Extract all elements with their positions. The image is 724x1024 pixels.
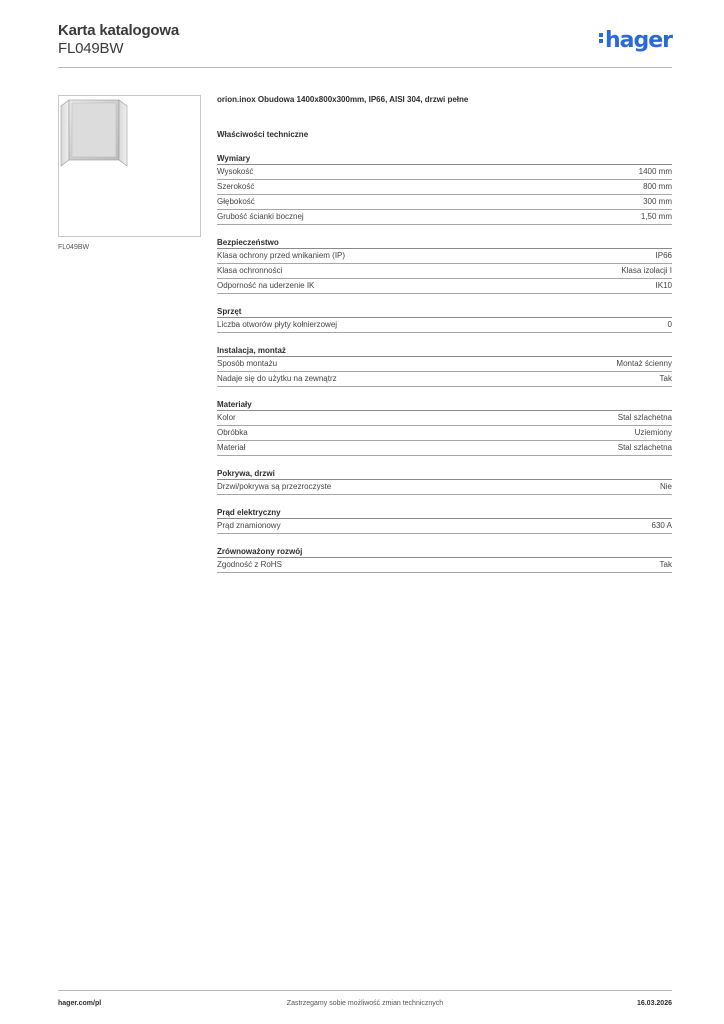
- property-value: IK10: [655, 281, 672, 290]
- hager-logo[interactable]: [599, 28, 672, 53]
- property-row: [217, 372, 672, 387]
- property-value: Tak: [659, 374, 672, 383]
- properties-heading: Właściwości techniczne: [217, 130, 309, 139]
- product-description: orion.inox Obudowa 1400x800x300mm, IP66, AISI 304, drzwi pełne: [217, 95, 469, 104]
- property-label: Wysokość: [217, 167, 254, 176]
- property-label: Odporność na uderzenie IK: [217, 281, 315, 290]
- property-value: Klasa izolacji I: [621, 266, 672, 275]
- property-row: [217, 441, 672, 456]
- property-value: 300 mm: [643, 197, 672, 206]
- property-value: 800 mm: [643, 182, 672, 191]
- property-section: [217, 546, 672, 573]
- property-row: [217, 426, 672, 441]
- section-title: Materiały: [217, 399, 672, 411]
- property-value: Uziemiony: [634, 428, 672, 437]
- property-row: [217, 249, 672, 264]
- property-row: [217, 180, 672, 195]
- property-value: Nie: [659, 482, 672, 491]
- property-row: [217, 318, 672, 333]
- property-label: Klasa ochrony przed wnikaniem (IP): [217, 251, 346, 260]
- property-value: 630 A: [651, 521, 672, 530]
- property-label: Grubość ścianki bocznej: [217, 212, 304, 221]
- property-value: Stal szlachetna: [617, 413, 672, 422]
- property-row: [217, 264, 672, 279]
- property-label: Głębokość: [217, 197, 255, 206]
- property-value: 0: [667, 320, 672, 329]
- property-label: Materiał: [217, 443, 246, 452]
- page-header: [58, 22, 672, 68]
- property-section: [217, 399, 672, 456]
- footer-disclaimer: Zastrzegamy sobie możliwość zmian technicznych: [286, 1000, 444, 1007]
- property-row: [217, 411, 672, 426]
- section-title: Prąd elektryczny: [217, 507, 672, 519]
- property-row: [217, 165, 672, 180]
- product-image: [58, 95, 201, 237]
- property-value: Stal szlachetna: [617, 443, 672, 452]
- footer-date: 16.03.2026: [636, 1000, 672, 1007]
- section-title: Zrównoważony rozwój: [217, 546, 672, 558]
- property-row: [217, 195, 672, 210]
- section-title: Wymiary: [217, 153, 672, 165]
- logo-text: hager: [604, 28, 672, 53]
- property-value: 1400 mm: [638, 167, 672, 176]
- footer-website-link[interactable]: hager.com/pl: [58, 1000, 102, 1007]
- property-label: Drzwi/pokrywa są przezroczyste: [217, 482, 332, 491]
- property-section: [217, 237, 672, 294]
- section-title: Instalacja, montaż: [217, 345, 672, 357]
- cabinet-enclosure-image: [59, 96, 200, 236]
- property-section: [217, 468, 672, 495]
- product-code: FL049BW: [58, 40, 124, 57]
- property-value: Tak: [659, 560, 672, 569]
- property-value: 1,50 mm: [640, 212, 672, 221]
- property-label: Kolor: [217, 413, 236, 422]
- image-caption: FL049BW: [58, 244, 90, 251]
- section-title: Bezpieczeństwo: [217, 237, 672, 249]
- property-label: Liczba otworów płyty kołnierzowej: [217, 320, 338, 329]
- property-label: Zgodność z RoHS: [217, 560, 282, 569]
- property-label: Obróbka: [217, 428, 248, 437]
- property-row: [217, 558, 672, 573]
- page-title: Karta katalogowa: [58, 22, 180, 39]
- logo-dots-icon: [599, 31, 604, 45]
- section-title: Pokrywa, drzwi: [217, 468, 672, 480]
- property-row: [217, 519, 672, 534]
- property-row: [217, 210, 672, 225]
- section-title: Sprzęt: [217, 306, 672, 318]
- property-row: [217, 279, 672, 294]
- property-row: [217, 480, 672, 495]
- property-section: [217, 153, 672, 225]
- property-row: [217, 357, 672, 372]
- property-label: Klasa ochronności: [217, 266, 283, 275]
- property-label: Prąd znamionowy: [217, 521, 281, 530]
- property-value: Montaż ścienny: [616, 359, 672, 368]
- property-section: [217, 507, 672, 534]
- property-label: Sposób montażu: [217, 359, 278, 368]
- property-label: Nadaje się do użytku na zewnątrz: [217, 374, 337, 383]
- product-details: [217, 95, 672, 573]
- property-label: Szerokość: [217, 182, 255, 191]
- property-value: IP66: [655, 251, 672, 260]
- page-footer: [58, 990, 672, 1014]
- property-section: [217, 306, 672, 333]
- properties-sections: [217, 153, 672, 573]
- property-section: [217, 345, 672, 387]
